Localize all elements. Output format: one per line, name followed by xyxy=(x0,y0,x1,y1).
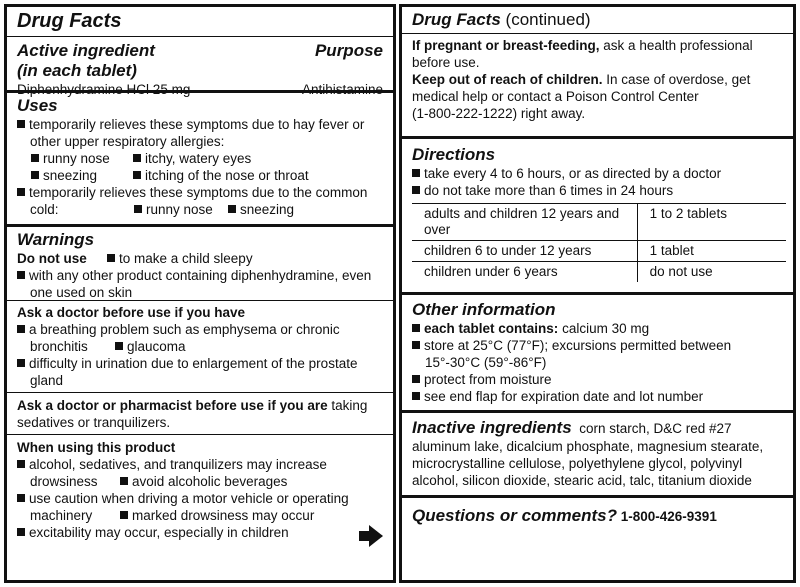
ask-pharmacist-section xyxy=(7,393,393,435)
bullet-icon xyxy=(412,169,420,177)
symptom: itchy, watery eyes xyxy=(145,151,252,166)
other-information-section xyxy=(402,295,793,413)
active-ingredient-subheading: (in each tablet) xyxy=(17,61,137,80)
bullet-icon xyxy=(17,271,25,279)
bullet-icon xyxy=(17,528,25,536)
bullet-icon xyxy=(17,460,25,468)
ask-doctor-section xyxy=(7,301,393,393)
inactive-ingredients-section xyxy=(402,413,793,498)
symptom: itching of the nose or throat xyxy=(145,168,309,183)
bullet-icon xyxy=(17,325,25,333)
condition-line: difficulty in urination due to enlargement of the prostate xyxy=(29,356,358,371)
active-ingredient-heading: Active ingredient xyxy=(17,41,155,60)
pregnancy-text: ask a health professional xyxy=(603,38,753,53)
when-using-line: avoid alcoholic beverages xyxy=(132,474,288,489)
pregnancy-bold: If pregnant or breast-feeding, xyxy=(412,38,600,53)
drug-facts-right-panel xyxy=(399,4,796,583)
drug-facts-left-panel xyxy=(4,4,396,583)
bullet-icon xyxy=(228,205,236,213)
bullet-icon xyxy=(107,254,115,262)
keep-out-text: medical help or contact a Poison Control Center xyxy=(412,89,699,104)
ask-pharmacist-bold: Ask a doctor or pharmacist before use if you are xyxy=(17,398,328,413)
info-text: calcium 30 mg xyxy=(562,321,650,336)
condition-line: bronchitis xyxy=(30,339,88,354)
condition-line: a breathing problem such as emphysema or chronic xyxy=(29,322,340,337)
bullet-icon xyxy=(134,205,142,213)
bullet-icon xyxy=(17,188,25,196)
direction-line: do not take more than 6 times in 24 hours xyxy=(424,183,674,198)
info-text: protect from moisture xyxy=(424,372,552,387)
inactive-text: aluminum lake, dicalcium phosphate, magnesium stearate, xyxy=(412,439,764,454)
bullet-icon xyxy=(412,186,420,194)
ask-doctor-heading: Ask a doctor before use if you have xyxy=(17,305,246,320)
symptom: sneezing xyxy=(43,168,98,183)
dosage-age: children 6 to under 12 years xyxy=(412,241,637,262)
when-using-line: excitability may occur, especially in children xyxy=(29,525,289,540)
purpose-heading: Purpose xyxy=(314,41,383,60)
uses-section xyxy=(7,93,393,227)
table-row xyxy=(412,204,786,241)
keep-out-text: (1-800-222-1222) right away. xyxy=(412,106,586,121)
table-row xyxy=(412,262,786,283)
warning-line: with any other product containing diphenhydramine, even xyxy=(29,268,372,283)
when-using-line: alcohol, sedatives, and tranquilizers may increase xyxy=(29,457,327,472)
info-text: store at 25°C (77°F); excursions permitted between xyxy=(424,338,732,353)
bullet-icon xyxy=(412,341,420,349)
condition-line: glaucoma xyxy=(127,339,186,354)
when-using-line: use caution when driving a motor vehicle or operating xyxy=(29,491,349,506)
symptom: sneezing xyxy=(240,202,295,217)
warning-line: one used on skin xyxy=(30,285,133,300)
bullet-icon xyxy=(17,359,25,367)
continue-arrow-icon xyxy=(369,525,383,547)
table-row xyxy=(412,241,786,262)
uses-line: temporarily relieves these symptoms due to the common xyxy=(29,185,368,200)
questions-phone: 1-800-426-9391 xyxy=(620,509,717,524)
questions-section xyxy=(402,498,793,526)
when-using-line: marked drowsiness may occur xyxy=(132,508,315,523)
bullet-icon xyxy=(412,392,420,400)
other-information-heading: Other information xyxy=(412,300,556,319)
bullet-icon xyxy=(412,324,420,332)
dosage-age: adults and children 12 years and over xyxy=(412,204,637,241)
when-using-line: drowsiness xyxy=(30,474,98,489)
dosage-amount: 1 to 2 tablets xyxy=(637,204,786,241)
bullet-icon xyxy=(133,154,141,162)
warnings-do-not-use xyxy=(7,227,393,301)
ask-pharmacist-text: taking xyxy=(331,398,368,413)
directions-heading: Directions xyxy=(412,145,496,164)
dosage-amount: 1 tablet xyxy=(637,241,786,262)
bullet-icon xyxy=(133,171,141,179)
keep-out-bold: Keep out of reach of children. xyxy=(412,72,603,87)
when-using-section xyxy=(7,435,393,555)
keep-out-text: In case of overdose, get xyxy=(606,72,751,87)
dosage-amount: do not use xyxy=(637,262,786,283)
uses-line: other upper respiratory allergies: xyxy=(30,134,225,149)
symptom: runny nose xyxy=(146,202,213,217)
dosage-age: children under 6 years xyxy=(412,262,637,283)
bullet-icon xyxy=(115,342,123,350)
bullet-icon xyxy=(120,477,128,485)
uses-heading: Uses xyxy=(17,96,58,115)
do-not-use-label: Do not use xyxy=(17,251,87,266)
uses-line: temporarily relieves these symptoms due to hay fever or xyxy=(29,117,365,132)
pregnancy-section xyxy=(402,7,793,139)
inactive-text: alcohol, silicon dioxide, stearic acid, talc, titanium dioxide xyxy=(412,473,752,488)
warning-line: to make a child sleepy xyxy=(119,251,253,266)
dosage-table xyxy=(412,203,786,282)
panel-title: Drug Facts xyxy=(7,9,393,37)
bullet-icon xyxy=(120,511,128,519)
info-bold: each tablet contains: xyxy=(424,321,559,336)
info-text: 15°-30°C (59°-86°F) xyxy=(425,355,547,370)
when-using-line: machinery xyxy=(30,508,93,523)
questions-heading: Questions or comments? xyxy=(412,506,617,525)
directions-section xyxy=(402,139,793,295)
warnings-heading: Warnings xyxy=(17,230,95,249)
active-ingredient-section xyxy=(7,7,393,97)
inactive-ingredients-heading: Inactive ingredients xyxy=(412,418,572,437)
ingredient-purpose: Antihistamine xyxy=(301,82,383,97)
when-using-heading: When using this product xyxy=(17,440,176,455)
direction-line: take every 4 to 6 hours, or as directed by a doctor xyxy=(424,166,722,181)
bullet-icon xyxy=(31,171,39,179)
uses-line: cold: xyxy=(30,202,59,217)
panel-title-continued: Drug Facts xyxy=(412,10,501,29)
bullet-icon xyxy=(17,494,25,502)
bullet-icon xyxy=(31,154,39,162)
pregnancy-text: before use. xyxy=(412,55,480,70)
info-text: see end flap for expiration date and lot number xyxy=(424,389,704,404)
symptom: runny nose xyxy=(43,151,110,166)
bullet-icon xyxy=(17,120,25,128)
condition-line: gland xyxy=(30,373,64,388)
inactive-text: microcrystalline cellulose, polyethylene glycol, polyvinyl xyxy=(412,456,743,471)
continued-label: (continued) xyxy=(505,10,591,29)
inactive-text: corn starch, D&C red #27 xyxy=(579,421,732,436)
bullet-icon xyxy=(412,375,420,383)
ingredient-name: Diphenhydramine HCl 25 mg xyxy=(17,82,191,97)
ask-pharmacist-text: sedatives or tranquilizers. xyxy=(17,415,171,430)
